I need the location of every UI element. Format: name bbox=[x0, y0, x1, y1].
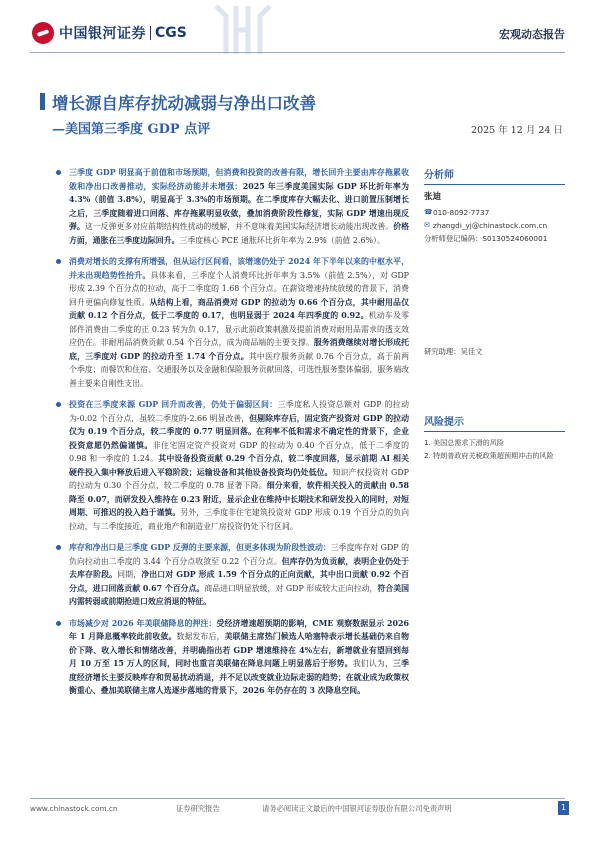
footer-divider bbox=[30, 798, 565, 799]
paragraph-text: 其中设备投资贡献 0.29 个百分点，较二季度回落，显示前期 AI 相关硬件投入集中释放后进入平稳阶段；运输设备和其他设备投资均仍处低位。 bbox=[69, 454, 409, 477]
paragraph-lead: 消费对增长的支撑有所增强，但从运行区间看，该增速仍处于 2024 年下半年以来的中枢水平，并未出现趋势性抬升。 bbox=[69, 257, 409, 280]
bullet-icon bbox=[56, 545, 61, 550]
bullet-icon bbox=[56, 621, 61, 626]
research-assistant: 研究助理：吴佳文 bbox=[424, 347, 483, 356]
main-body bbox=[56, 166, 409, 706]
email-address[interactable]: zhangdi_yj@chinastock.com.cn bbox=[433, 221, 548, 230]
risk-heading: 风险提示 bbox=[424, 413, 565, 432]
paragraph-text: 三季度经济增长主要反映库存和贸易扰动消退，并不足以改变就业边际走弱的趋势；在就业成为政策权衡重心、叠加美联储主席人选逐步落地的背景下，2026 年仍存在的 3 次降息空间。 bbox=[69, 659, 409, 695]
paragraph-text: 知识产权投资对 GDP 的拉动为 0.30 个百分点，较二季度的 0.78 显著下降。 bbox=[69, 467, 409, 490]
body-paragraph bbox=[56, 398, 409, 533]
paragraph-lead: 三季度 GDP 明显高于前值和市场预期，但消费和投资的改善有限，增长回升主要由库存拖累收敛和净出口改善推动，实际经济动能并未增强： bbox=[69, 168, 409, 191]
footer-report-type: 证券研究报告 bbox=[176, 804, 220, 813]
paragraph-text: 具体来看，三季度个人消费环比折年率为 3.5%（前值 2.5%），对 GDP 形成 2.39 个百分点的拉动，高于二季度的 1.68 个百分点。在薪资增速持续放缓的背景下，消费回升更偏向修复性质。 bbox=[69, 270, 409, 307]
paragraph-lead: 库存和净出口是三季度 GDP 反弹的主要来源，但更多体现为阶段性波动： bbox=[69, 543, 331, 552]
risk-item: 2. 特朗普政府关税政策超预期冲击的风险 bbox=[424, 451, 554, 460]
bullet-icon bbox=[56, 259, 61, 264]
header-divider bbox=[30, 52, 565, 53]
analyst-heading: 分析师 bbox=[424, 166, 565, 185]
body-paragraph bbox=[56, 166, 409, 247]
logo-text-en: CGS bbox=[155, 25, 187, 41]
paragraph-text: 符合美国内需转弱或前期抢进口效应消退的特征。 bbox=[69, 583, 409, 606]
paragraph-text: 但剔除库存后，固定资产投资对 GDP 的拉动仅为 0.19 个百分点，较二季度的 0.77 明显回落。在利率不低和需求不确定性的背景下，企业投资意愿仍然偏谨慎。 bbox=[69, 413, 409, 450]
paragraph-lead: 投资在三季度来源 GDP 回升而改善，仍处于偏弱区间： bbox=[69, 400, 278, 409]
paragraph-text: 受经济增速超预期的影响，CME 观察数据显示 2026 年 1 月降息概率较此前收敛。 bbox=[69, 618, 409, 641]
report-type: 宏观动态报告 bbox=[499, 28, 565, 41]
analyst-phone bbox=[424, 206, 565, 219]
paragraph-text: 从结构上看，商品消费对 GDP 的拉动为 0.66 个百分点，其中耐用品仅贡献 0.12 个百分点，低于二季度的 0.17，也明显弱于 2024 年四季度的 0.92。 bbox=[69, 297, 409, 320]
report-subtitle: —美国第三季度 GDP 点评 bbox=[52, 122, 211, 137]
paragraph-text: 其中医疗服务贡献 0.76 个百分点，高于前两个季度；而餐饮和住宿、交通服务以及金融和保险服务贡献回落，可选性服务整体偏弱，服务端改善主要来自刚性支出。 bbox=[69, 351, 409, 388]
title-accent-bar bbox=[40, 93, 45, 110]
company-logo bbox=[32, 22, 187, 44]
risk-item: 1. 美国总需求下滑的风险 bbox=[424, 438, 504, 447]
report-date: 2025 年 12 月 24 日 bbox=[471, 125, 563, 136]
paragraph-lead: 市场减少对 2026 年美联储降息的押注： bbox=[69, 618, 217, 628]
logo-text-cn: 中国银河证券 bbox=[59, 26, 146, 42]
paragraph-text: 2025 年三季度美国实际 GDP 环比折年率为 4.3%（前值 3.8%），明显高于 3.3%的市场预期。在二季度库存大幅去化、进口前置压制增长之后，三季度随着进口回落、库存拖累明显收敛，叠加消费阶段性修复，实际 GDP 增速出现反弹。 bbox=[69, 181, 410, 231]
phone-icon: ☎ bbox=[424, 208, 433, 216]
paragraph-text: 机动车及零部件消费由二季度的正 0.23 转为负 0.17，显示此前政策刺激及提前消费对耐用品需求的透支效应仍在。非耐用品消费贡献 0.54 个百分点，成为商品端的主要支撑。 bbox=[69, 311, 409, 347]
paragraph-text: 美联储主席热门候选人哈塞特表示增长基础仍来自物价下降、收入增长和情绪改善，并明确指出若 GDP 增速维持在 4%左右，新增就业有望回到每月 10 万至 15 万人的区间，同时也重言美联储在降息问题上明显落后于形势。 bbox=[69, 632, 409, 668]
body-paragraph bbox=[56, 617, 409, 698]
logo-mark-icon bbox=[32, 22, 54, 44]
footer-url[interactable]: www.chinastock.com.cn bbox=[30, 804, 118, 813]
paragraph-text: 三季度核心 PCE 通胀环比折年率为 2.9%（前值 2.6%）。 bbox=[179, 235, 385, 245]
paragraph-text: 净出口对 GDP 形成 1.59 个百分点的正向贡献，其中出口贡献 0.92 个百分点，进口回落贡献 0.67 个百分点。 bbox=[69, 570, 409, 593]
email-icon: ✉ bbox=[424, 221, 430, 229]
paragraph-text: 三季度库存对 GDP 的负向拉动由二季度的 3.44 个百分点收敛至 0.22 个百分点。 bbox=[69, 543, 409, 566]
paragraph-text: 同期， bbox=[117, 570, 142, 579]
paragraph-text: 另外，三季度非住宅建筑投资对 GDP 形成 0.19 个百分点的负向拉动，与二季度接近，商业地产和制造业厂房投资仍处下行区间。 bbox=[69, 508, 409, 531]
risk-panel bbox=[424, 413, 565, 462]
page-header bbox=[0, 0, 595, 58]
analyst-email[interactable] bbox=[424, 219, 565, 232]
paragraph-text: 数据发布后， bbox=[176, 632, 225, 641]
paragraph-text: 服务消费继续对增长形成托底，三季度对 GDP 的拉动升至 1.74 个百分点。 bbox=[69, 338, 409, 361]
footer-disclaimer: 请务必阅读正文最后的中国银河证券股份有限公司免责声明 bbox=[262, 804, 452, 813]
paragraph-text: 这一反弹更多对应前期结构性扰动的缓解，并不意味着美国实际经济增长动能出现改善。 bbox=[84, 222, 394, 231]
analyst-name: 张迪 bbox=[424, 192, 442, 202]
analyst-cert bbox=[424, 232, 565, 245]
body-paragraph bbox=[56, 541, 409, 609]
watermark-logo-icon bbox=[212, 2, 274, 58]
logo-separator bbox=[150, 26, 151, 40]
paragraph-text: 但库存仍为负贡献，表明企业仍处于去库存阶段。 bbox=[69, 556, 409, 579]
paragraph-text: 商品进口明显放缓，对 GDP 形成较大正向拉动， bbox=[204, 583, 378, 593]
analyst-panel bbox=[424, 166, 565, 245]
report-title: 增长源自库存扰动减弱与净出口改善 bbox=[52, 94, 316, 113]
phone-number: 010-8092-7737 bbox=[433, 208, 490, 217]
cert-label: 分析师登记编码： bbox=[424, 234, 483, 243]
paragraph-text: 价格方面，通胀在三季度边际回升。 bbox=[69, 222, 409, 245]
body-paragraph bbox=[56, 255, 409, 390]
bullet-icon bbox=[56, 170, 61, 175]
paragraph-text: 三季度私人投资总额对 GDP 的拉动为-0.02 个百分点，虽较二季度的-2.66 明显改善， bbox=[69, 400, 409, 423]
page-number: 1 bbox=[558, 801, 569, 815]
paragraph-text: 我们认为， bbox=[352, 659, 394, 668]
cert-number: S0130524060001 bbox=[482, 234, 548, 243]
bullet-icon bbox=[56, 402, 61, 407]
paragraph-text: 细分来看，软件相关投入的贡献由 0.58 降至 0.07，而研发投入维持在 0.23 附近，显示企业在维持中长期技术和研发投入的同时，对短周期、可推迟的投入趋于谨慎。 bbox=[69, 481, 409, 517]
paragraph-text: 非住宅固定资产投资对 GDP 的拉动为 0.40 个百分点，低于二季度的 0.98 和一季度的 1.24。 bbox=[69, 440, 409, 463]
